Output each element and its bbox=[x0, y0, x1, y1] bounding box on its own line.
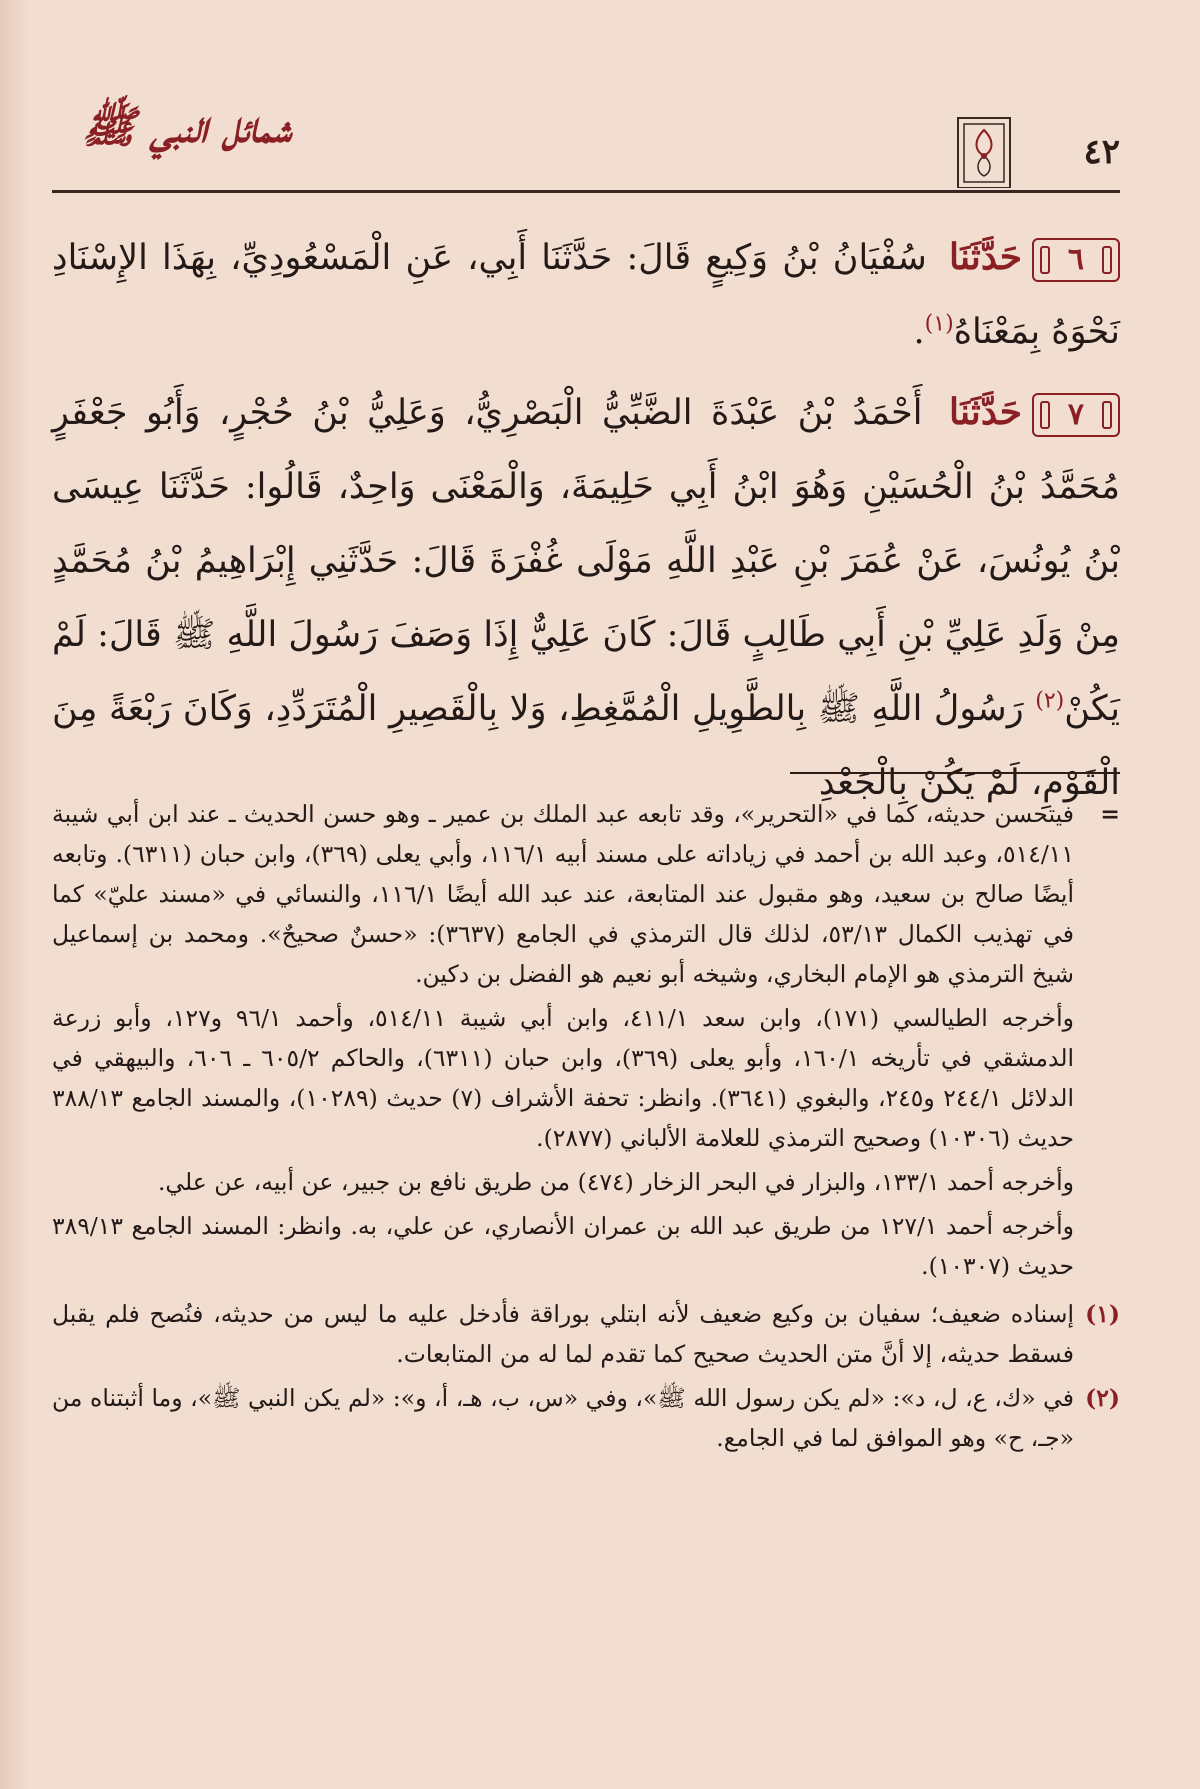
footnote-2 bbox=[52, 1378, 1120, 1458]
hadith-lead-word: حَدَّثَنَا bbox=[948, 391, 1022, 433]
footnote-body: إسناده ضعيف؛ سفيان بن وكيع ضعيف لأنه ابتلي بوراقة فأدخل عليه ما ليس من حديثه، فنُصح فلم يقبل فسقط حديثه، إلا أنَّ متن الحديث صحيح كما تقدم لما له من المتابعات. bbox=[52, 1300, 1074, 1368]
header-rule bbox=[52, 190, 1120, 193]
hadith-7 bbox=[52, 375, 1120, 820]
book-page bbox=[52, 0, 1120, 1789]
page-number: ٤٢ bbox=[1083, 132, 1120, 172]
footnote-mark: (٢) bbox=[1085, 1384, 1120, 1412]
hadith-end: . bbox=[913, 312, 925, 352]
footnote-1 bbox=[52, 1294, 1120, 1374]
ornament-icon bbox=[956, 116, 1012, 188]
footnotes bbox=[52, 794, 1120, 1462]
continuation-mark: = bbox=[1100, 800, 1120, 828]
footnote-mark: (١) bbox=[1085, 1300, 1120, 1328]
footnote-ref-1[interactable]: (١) bbox=[924, 311, 954, 337]
footnote-continued bbox=[52, 794, 1120, 1290]
page-edge-shadow bbox=[0, 0, 30, 1789]
footnote-body bbox=[52, 794, 1074, 1290]
hadith-text: أَحْمَدُ بْنُ عَبْدَةَ الضَّبِّيُّ الْبَصْرِيُّ، وَعَلِيُّ بْنُ حُجْرٍ، وَأَبُو جَعْفَرٍ مُحَمَّدُ بْنُ الْحُسَيْنِ وَهُوَ ابْنُ أَبِي حَلِيمَةَ، وَالْمَعْنَى وَاحِدٌ، قَالُوا: حَدَّثَنَا عِيسَى بْنُ يُونُسَ، عَنْ عُمَرَ بْنِ عَبْدِ اللَّهِ مَوْلَى غُفْرَةَ قَالَ: حَدَّثَنِي إِبْرَاهِيمُ بْنُ مُحَمَّدٍ مِنْ وَلَدِ عَلِيِّ بْنِ أَبِي طَالِبٍ قَالَ: كَانَ عَلِيٌّ إِذَا وَصَفَ رَسُولَ اللَّهِ ﷺ قَالَ: لَمْ يَكُنْ bbox=[52, 393, 1120, 729]
footnote-paragraph: وأخرجه أحمد ١٣٣/١، والبزار في البحر الزخار (٤٧٤) من طريق نافع بن جبير، عن أبيه، عن علي. bbox=[157, 1168, 1074, 1196]
hadith-text-continued: رَسُولُ اللَّهِ ﷺ بِالطَّوِيلِ الْمُمَّغِطِ، وَلا بِالْقَصِيرِ الْمُتَرَدِّدِ، وَكَانَ رَبْعَةً مِنَ الْقَوْمِ، لَمْ يَكُنْ بِالْجَعْدِ bbox=[52, 689, 1120, 803]
footnote-paragraph: فيتحسن حديثه، كما في «التحرير»، وقد تابعه عبد الملك بن عمير ـ وهو حسن الحديث ـ عند ابن أبي شيبة ٥١٤/١١، وعبد الله بن أحمد في زياداته على مسند أبيه ١١٦/١، وأبي يعلى (٣٦٩)، وابن حبان (٦٣١١). وتابعه أيضًا صالح بن سعيد، وهو مقبول عند المتابعة، عند عبد الله أيضًا ١١٦/١، والنسائي في «مسند عليّ» كما في تهذيب الكمال ٥٣/١٣، لذلك قال الترمذي في الجامع (٣٦٣٧): «حسنٌ صحيحٌ». ومحمد بن إسماعيل شيخ الترمذي هو الإمام البخاري، وشيخه أبو نعيم هو الفضل بن دكين. bbox=[52, 800, 1075, 988]
hadith-lead-word: حَدَّثَنَا bbox=[948, 236, 1022, 278]
footnote-paragraph: وأخرجه أحمد ١٢٧/١ من طريق عبد الله بن عمران الأنصاري، عن علي، به. وانظر: المسند الجامع ٣٨٩/١٣ حديث (١٠٣٠٧). bbox=[52, 1212, 1074, 1280]
footnote-ref-2[interactable]: (٢) bbox=[1035, 688, 1065, 714]
book-title: شمائل النبي ﷺ bbox=[82, 102, 291, 153]
hadith-number-box: ٧ bbox=[1032, 393, 1120, 437]
hadith-number-box: ٦ bbox=[1032, 238, 1120, 282]
hadith-6 bbox=[52, 220, 1120, 369]
footnote-body: في «ك، ع، ل، د»: «لم يكن رسول الله ﷺ»، وفي «س، ب، هـ، أ، و»: «لم يكن النبي ﷺ»، وما أثبتناه من «جـ، ح» وهو الموافق لما في الجامع. bbox=[52, 1384, 1074, 1452]
footnote-separator bbox=[790, 772, 1120, 774]
footnote-paragraph: وأخرجه الطيالسي (١٧١)، وابن سعد ٤١١/١، وابن أبي شيبة ٥١٤/١١، وأحمد ٩٦/١ و١٢٧، وأبو زرعة الدمشقي في تأريخه ١٦٠/١، وأبو يعلى (٣٦٩)، وابن حبان (٦٣١١)، والحاكم ٦٠٥/٢ ـ ٦٠٦، والبيهقي في الدلائل ٢٤٤/١ و٢٤٥، والبغوي (٣٦٤١). وانظر: تحفة الأشراف (٧) حديث (١٠٢٨٩)، والمسند الجامع ٣٨٨/١٣ حديث (١٠٣٠٦) وصحيح الترمذي للعلامة الألباني (٢٨٧٧). bbox=[52, 1004, 1075, 1152]
page-header bbox=[52, 90, 1120, 200]
hadith-text: سُفْيَانُ بْنُ وَكِيعٍ قَالَ: حَدَّثَنَا أَبِي، عَنِ الْمَسْعُودِيِّ، بِهَذَا الإِسْنَادِ نَحْوَهُ بِمَعْنَاهُ bbox=[52, 238, 1120, 352]
main-text bbox=[52, 220, 1120, 826]
